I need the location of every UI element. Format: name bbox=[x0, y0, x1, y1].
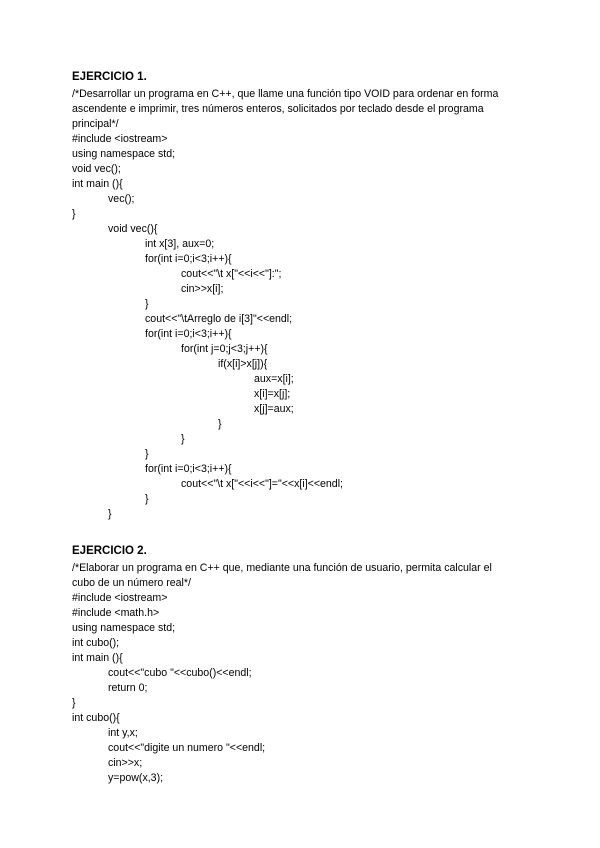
ex2-line: y=pow(x,3); bbox=[108, 772, 164, 784]
ex1-line: } bbox=[145, 493, 149, 505]
ex2-line: /*Elaborar un programa en C++ que, mediante una función de usuario, permita calcular el bbox=[72, 562, 492, 574]
ex1-line: int x[3], aux=0; bbox=[145, 238, 215, 250]
ex1-line: x[i]=x[j]; bbox=[254, 388, 291, 400]
ex1-line: /*Desarrollar un programa en C++, que llame una función tipo VOID para ordenar en forma bbox=[72, 88, 499, 100]
ex1-line: #include <iostream> bbox=[72, 133, 168, 145]
ex1-line: void vec(){ bbox=[108, 223, 158, 235]
ex1-line: for(int j=0;j<3;j++){ bbox=[181, 343, 268, 355]
ex2-line: using namespace std; bbox=[72, 622, 176, 634]
ex1-line: x[j]=aux; bbox=[254, 403, 294, 415]
ex2-line: #include <iostream> bbox=[72, 592, 168, 604]
ex1-line: for(int i=0;i<3;i++){ bbox=[145, 328, 232, 340]
ex1-line: } bbox=[72, 208, 76, 220]
ex1-line: principal*/ bbox=[72, 118, 119, 130]
ex1-line: cout<<"\tArreglo de i[3]"<<endl; bbox=[145, 313, 293, 325]
ex1-line: vec(); bbox=[108, 193, 135, 205]
ex1-line: if(x[i]>x[j]){ bbox=[218, 358, 268, 370]
ex1-line: ascendente e imprimir, tres números enteros, solicitados por teclado desde el programa bbox=[72, 103, 484, 115]
ex1-line: void vec(); bbox=[72, 163, 121, 175]
ex2-line: return 0; bbox=[108, 682, 148, 694]
ex1-line: } bbox=[145, 448, 149, 460]
ex2-line: int main (){ bbox=[72, 652, 123, 664]
ex1-line: cout<<"\t x["<<i<<"]:"; bbox=[181, 268, 282, 280]
ex2-line: int cubo(); bbox=[72, 637, 120, 649]
ex2-line: cout<<"digite un numero "<<endl; bbox=[108, 742, 266, 754]
ex1-line: using namespace std; bbox=[72, 148, 176, 160]
exercise-1-title: EJERCICIO 1. bbox=[72, 71, 147, 83]
ex1-line: } bbox=[108, 508, 112, 520]
ex1-line: aux=x[i]; bbox=[254, 373, 294, 385]
ex2-line: #include <math.h> bbox=[72, 607, 160, 619]
ex1-line: } bbox=[145, 298, 149, 310]
ex1-line: } bbox=[181, 433, 185, 445]
ex2-line: int y,x; bbox=[108, 727, 138, 739]
ex2-line: int cubo(){ bbox=[72, 712, 120, 724]
ex1-line: for(int i=0;i<3;i++){ bbox=[145, 253, 232, 265]
ex1-line: for(int i=0;i<3;i++){ bbox=[145, 463, 232, 475]
ex2-line: cout<<"cubo "<<cubo()<<endl; bbox=[108, 667, 252, 679]
ex2-line: cubo de un número real*/ bbox=[72, 577, 191, 589]
ex1-line: cin>>x[i]; bbox=[181, 283, 224, 295]
ex1-line: int main (){ bbox=[72, 178, 123, 190]
ex2-line: cin>>x; bbox=[108, 757, 143, 769]
ex1-line: } bbox=[218, 418, 222, 430]
exercise-2-title: EJERCICIO 2. bbox=[72, 545, 147, 557]
ex1-line: cout<<"\t x["<<i<<"]="<<x[i]<<endl; bbox=[181, 478, 343, 490]
ex2-line: } bbox=[72, 697, 76, 709]
